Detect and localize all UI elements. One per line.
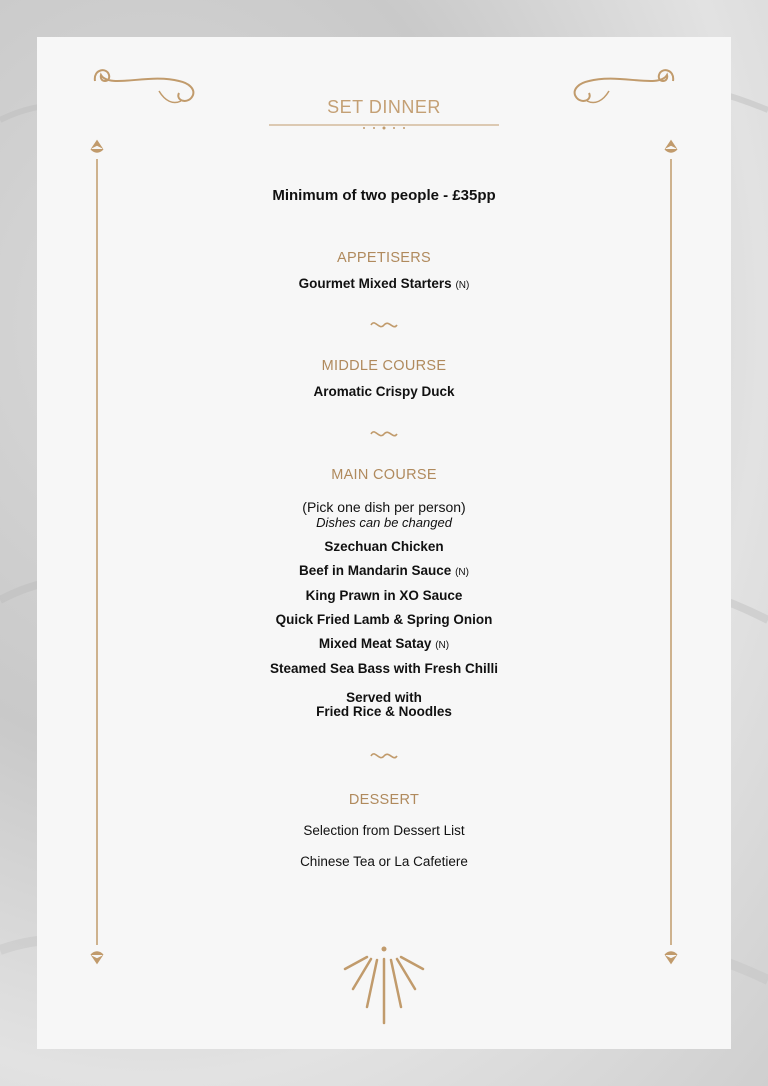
menu-item: Chinese Tea or La Cafetiere — [300, 854, 468, 869]
menu-item: Aromatic Crispy Duck — [313, 384, 455, 399]
menu-item: Mixed Meat Satay (N) — [318, 636, 450, 651]
menu-item: Szechuan Chicken — [324, 539, 444, 554]
menu-item: Gourmet Mixed Starters (N) — [298, 276, 470, 291]
menu-title: SET DINNER — [327, 97, 441, 117]
middle-course-heading: MIDDLE COURSE — [321, 358, 447, 374]
menu-item: Quick Fried Lamb & Spring Onion — [275, 612, 493, 627]
main-course-heading: MAIN COURSE — [331, 467, 437, 483]
swirl-divider-icon — [369, 750, 399, 762]
menu-item: Selection from Dessert List — [303, 823, 465, 838]
swirl-divider-icon — [369, 428, 399, 440]
dessert-heading: DESSERT — [348, 792, 420, 808]
pick-instruction: (Pick one dish per person) — [302, 499, 466, 515]
served-with-line: Served with — [346, 690, 422, 705]
served-with-detail: Fried Rice & Noodles — [316, 704, 452, 719]
appetisers-heading: APPETISERS — [336, 250, 432, 266]
title-underline — [269, 121, 499, 131]
menu-item: Steamed Sea Bass with Fresh Chilli — [269, 661, 499, 676]
menu-card — [37, 37, 731, 1049]
menu-item: King Prawn in XO Sauce — [305, 588, 463, 603]
menu-item: Beef in Mandarin Sauce (N) — [299, 563, 469, 578]
sunburst-icon — [343, 943, 425, 1027]
dishes-note: Dishes can be changed — [316, 515, 452, 530]
swirl-divider-icon — [369, 319, 399, 331]
price-line: Minimum of two people - £35pp — [272, 187, 496, 204]
